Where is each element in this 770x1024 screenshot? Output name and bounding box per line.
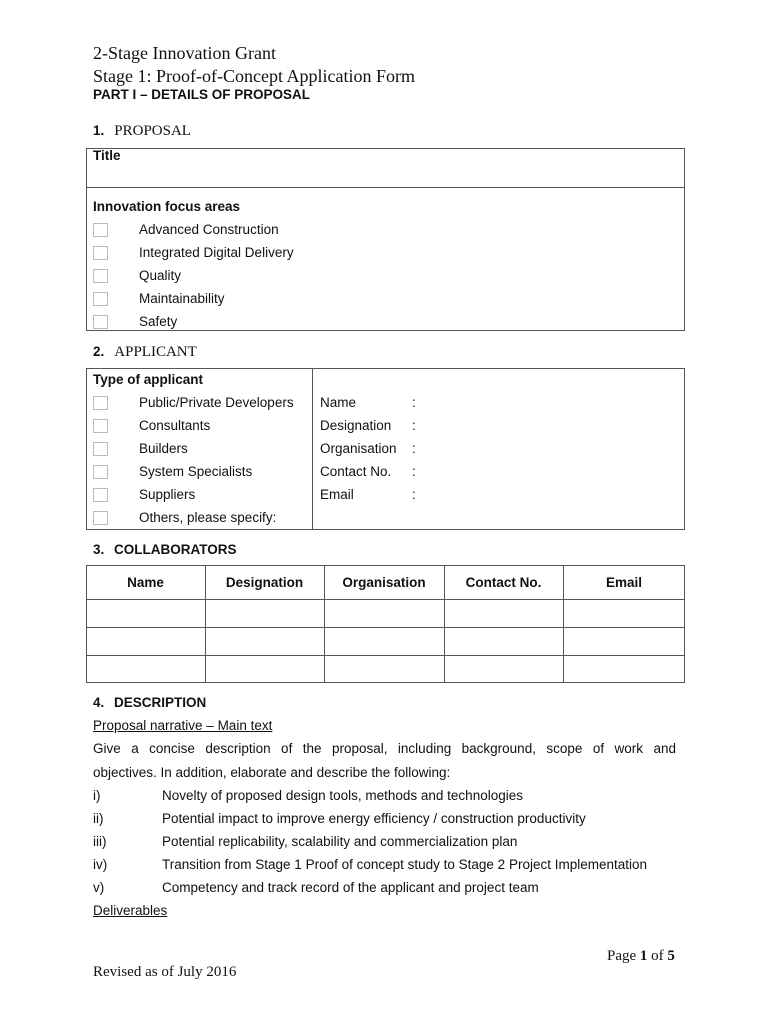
revision-note: Revised as of July 2016	[93, 964, 237, 980]
field-colon: :	[412, 418, 416, 433]
table-cell[interactable]	[564, 628, 684, 654]
applicant-type-checkbox[interactable]	[93, 442, 108, 456]
page-current: 1	[639, 948, 648, 964]
proposal-divider	[86, 187, 685, 188]
section1-number: 1.	[93, 123, 105, 138]
focus-area-label: Quality	[139, 268, 182, 283]
list-item-number: v)	[93, 880, 105, 895]
applicant-divider	[312, 368, 313, 530]
applicant-field-label: Designation	[320, 418, 392, 433]
form-title-line1: 2-Stage Innovation Grant	[93, 43, 276, 63]
table-cell[interactable]	[206, 656, 323, 682]
applicant-type-label: Builders	[139, 441, 188, 456]
applicant-field-label: Name	[320, 395, 357, 410]
section2-number: 2.	[93, 344, 105, 359]
list-item-number: iv)	[93, 857, 108, 872]
list-item-text: Potential impact to improve energy efficiency / construction productivity	[162, 811, 586, 826]
section4-number: 4.	[93, 695, 105, 710]
column-header-designation: Designation	[225, 575, 304, 590]
table-cell[interactable]	[206, 600, 323, 626]
table-cell[interactable]	[325, 600, 443, 626]
section2-title: APPLICANT	[114, 344, 197, 360]
applicant-type-checkbox[interactable]	[93, 465, 108, 479]
field-colon: :	[412, 395, 416, 410]
focus-areas-label: Innovation focus areas	[93, 199, 241, 214]
section4-heading	[93, 695, 206, 710]
narrative-paragraph-line2: objectives. In addition, elaborate and describe the following:	[93, 765, 451, 780]
section1-title: PROPOSAL	[114, 123, 191, 139]
applicant-field-label: Organisation	[320, 441, 397, 456]
list-item-number: ii)	[93, 811, 104, 826]
table-cell[interactable]	[325, 628, 443, 654]
applicant-designation-input[interactable]	[424, 416, 682, 435]
table-cell[interactable]	[564, 656, 684, 682]
table-cell[interactable]	[87, 628, 204, 654]
table-cell[interactable]	[87, 656, 204, 682]
field-colon: :	[412, 487, 416, 502]
applicant-organisation-input[interactable]	[424, 439, 682, 458]
list-item-text: Potential replicability, scalability and commercialization plan	[162, 834, 518, 849]
focus-area-label: Advanced Construction	[139, 222, 279, 237]
applicant-type-label: Consultants	[139, 418, 211, 433]
focus-area-checkbox[interactable]	[93, 315, 108, 329]
table-cell[interactable]	[445, 628, 562, 654]
narrative-paragraph-line1: Give a concise description of the proposal, including background, scope of work and	[93, 741, 676, 756]
column-header-name: Name	[127, 575, 164, 590]
focus-area-checkbox[interactable]	[93, 223, 108, 237]
part-heading: PART I – DETAILS OF PROPOSAL	[93, 87, 311, 102]
deliverables-heading: Deliverables	[93, 903, 168, 918]
title-input[interactable]	[87, 166, 684, 186]
applicant-contact-input[interactable]	[424, 462, 682, 481]
list-item-text: Novelty of proposed design tools, methods and technologies	[162, 788, 523, 803]
page-word: Page	[607, 948, 637, 964]
section3-title: COLLABORATORS	[114, 542, 237, 557]
section3-heading	[93, 542, 237, 557]
list-item-text: Transition from Stage 1 Proof of concept study to Stage 2 Project Implementation	[162, 857, 648, 872]
page-total: 5	[667, 948, 675, 964]
applicant-type-label: Type of applicant	[93, 372, 204, 387]
column-header-email: Email	[605, 575, 643, 590]
table-cell[interactable]	[325, 656, 443, 682]
section3-number: 3.	[93, 542, 105, 557]
column-header-organisation: Organisation	[342, 575, 426, 590]
applicant-type-label: Suppliers	[139, 487, 196, 502]
column-header-contact: Contact No.	[465, 575, 542, 590]
applicant-type-checkbox[interactable]	[93, 488, 108, 502]
focus-area-checkbox[interactable]	[93, 269, 108, 283]
section2-heading	[93, 343, 197, 361]
form-title-line2: Stage 1: Proof-of-Concept Application Form	[93, 66, 415, 86]
table-cell[interactable]	[87, 600, 204, 626]
applicant-field-label: Email	[320, 487, 354, 502]
applicant-type-label: System Specialists	[139, 464, 253, 479]
applicant-field-label: Contact No.	[320, 464, 392, 479]
applicant-type-checkbox[interactable]	[93, 511, 108, 525]
applicant-type-checkbox[interactable]	[93, 396, 108, 410]
section1-heading	[93, 122, 191, 140]
section4-title: DESCRIPTION	[114, 695, 207, 710]
focus-area-checkbox[interactable]	[93, 292, 108, 306]
narrative-subheading: Proposal narrative – Main text	[93, 718, 273, 733]
list-item-number: i)	[93, 788, 101, 803]
table-cell[interactable]	[564, 600, 684, 626]
applicant-email-input[interactable]	[424, 485, 682, 504]
field-colon: :	[412, 464, 416, 479]
field-colon: :	[412, 441, 416, 456]
applicant-type-checkbox[interactable]	[93, 419, 108, 433]
applicant-type-label: Others, please specify:	[139, 510, 277, 525]
table-cell[interactable]	[445, 600, 562, 626]
applicant-type-label: Public/Private Developers	[139, 395, 294, 410]
focus-area-label: Safety	[139, 314, 178, 329]
applicant-name-input[interactable]	[424, 393, 682, 412]
list-item-number: iii)	[93, 834, 107, 849]
list-item-text: Competency and track record of the applicant and project team	[162, 880, 539, 895]
page-number	[607, 948, 675, 965]
focus-area-label: Maintainability	[139, 291, 225, 306]
table-cell[interactable]	[445, 656, 562, 682]
focus-area-checkbox[interactable]	[93, 246, 108, 260]
title-label: Title	[93, 148, 121, 163]
focus-area-label: Integrated Digital Delivery	[139, 245, 294, 260]
page-of: of	[651, 948, 664, 964]
table-cell[interactable]	[206, 628, 323, 654]
